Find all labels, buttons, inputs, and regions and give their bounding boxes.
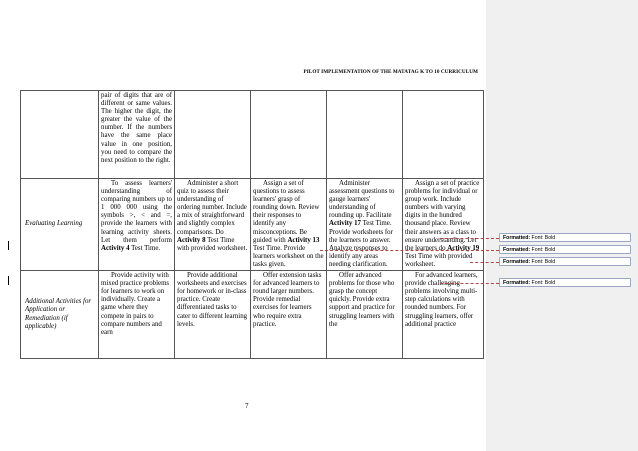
cell-text: Provide activity with mixed practice problems for learners to work on individually. Create a game where they compete in pairs to compare numbers and earn <box>101 272 170 336</box>
page-header: PILOT IMPLEMENTATION OF THE MATATAG K TO 10 CURRICULUM <box>303 69 478 75</box>
activity-ref: Activity 8 <box>177 236 206 244</box>
table-cell[interactable] <box>99 91 175 179</box>
comments-margin-pane <box>486 0 638 451</box>
cell-text: Administer a short quiz to assess their understanding of ordering number. Include a mix of straightforward and slightly complex comparisons. Do <box>177 180 247 236</box>
balloon-label: Formatted: <box>503 259 531 265</box>
formatting-balloon[interactable] <box>499 245 631 254</box>
cell-text: Test Time. <box>129 244 161 252</box>
activity-ref: Activity 17 <box>329 220 361 228</box>
balloon-label: Formatted: <box>503 235 531 241</box>
table-cell[interactable] <box>327 91 403 179</box>
table-cell[interactable] <box>327 179 403 271</box>
formatting-balloon[interactable] <box>499 233 631 242</box>
balloon-value: Font: Bold <box>531 280 556 286</box>
table-cell[interactable] <box>175 179 251 271</box>
table-cell[interactable] <box>251 91 327 179</box>
balloon-value: Font: Bold <box>531 259 556 265</box>
change-bar-marker <box>8 241 9 250</box>
cell-text: Assign a set of practice problems for individual or group work. Include numbers with varying digits in the hundred thousand place. Review their answers as a class to ensure understanding. Let the learners do <box>405 180 480 252</box>
balloon-value: Font: Bold <box>531 247 556 253</box>
activity-ref: Activity 4 <box>101 244 130 252</box>
comment-connector <box>440 238 499 239</box>
table-cell[interactable] <box>403 179 484 271</box>
row-label-cell <box>21 91 99 179</box>
row-label-additional-activities: Additional Activities for Application or Remediation (if applicable) <box>21 271 99 359</box>
cell-text: Test Time with provided worksheet. <box>177 236 248 252</box>
table-row <box>21 271 484 359</box>
table-cell[interactable] <box>251 271 327 359</box>
balloon-label: Formatted: <box>503 280 531 286</box>
table-row <box>21 179 484 271</box>
formatting-balloon[interactable] <box>499 278 631 287</box>
cell-text: To assess learners' understanding of comparing numbers up to 1 000 000 using the symbols >, < and =, provide the learners with learning activity sheets. Let them perform <box>101 180 172 244</box>
cell-text: Offer advanced problems for those who grasp the concept quickly. Provide extra support and practice for struggling learners with the <box>329 272 395 328</box>
comment-connector <box>440 283 499 284</box>
cell-text: Offer extension tasks for advanced learners to round larger numbers. Provide remedial exercises for learners who require extra practice. <box>253 272 322 328</box>
cell-text: For advanced learners, provide challenging problems involving multi-step calculations with rounded numbers. For struggling learners, offer additional practice <box>405 272 478 328</box>
activity-ref: Activity 19 <box>447 244 480 252</box>
cell-text: Administer assessment questions to gauge learners' understanding of rounding up. Facilitate <box>329 180 395 220</box>
lesson-plan-table <box>20 90 484 359</box>
balloon-value: Font: Bold <box>531 235 556 241</box>
table-cell[interactable] <box>403 91 484 179</box>
formatting-balloon[interactable] <box>499 257 631 266</box>
page-number: 7 <box>245 402 249 410</box>
table-cell[interactable] <box>99 179 175 271</box>
table-cell[interactable] <box>175 271 251 359</box>
activity-ref: Activity 13 <box>287 236 320 244</box>
cell-text: Provide additional worksheets and exercises for homework or in-class practice. Create differentiated tasks to cater to different learning levels. <box>177 272 248 328</box>
balloon-label: Formatted: <box>503 247 531 253</box>
cell-text: Test Time. Provide learners worksheet on the tasks given. <box>253 244 324 268</box>
table-cell[interactable] <box>251 179 327 271</box>
row-label-evaluating-learning: Evaluating Learning <box>21 179 99 271</box>
comment-connector <box>470 262 499 263</box>
cell-text: Test Time. Provide worksheets for the learners to answer. Analyze responses to identify any areas needing clarification. <box>329 220 393 268</box>
change-bar-marker <box>8 276 9 285</box>
table-cell[interactable] <box>175 91 251 179</box>
table-row <box>21 91 484 179</box>
cell-text: Test Time with provided worksheet. <box>405 252 473 268</box>
cell-text: Assign a set of questions to assess learners' grasp of rounding down. Review their responses to identify any misconceptions. Be guided with <box>253 180 320 244</box>
table-cell[interactable] <box>99 271 175 359</box>
cell-text: pair of digits that are of different or same values. The higher the digit, the greater the value of the number. If the numbers have the same place value in one position, you need to compare the next position to the right. <box>101 92 172 164</box>
table-cell[interactable] <box>327 271 403 359</box>
comment-connector <box>320 250 499 251</box>
